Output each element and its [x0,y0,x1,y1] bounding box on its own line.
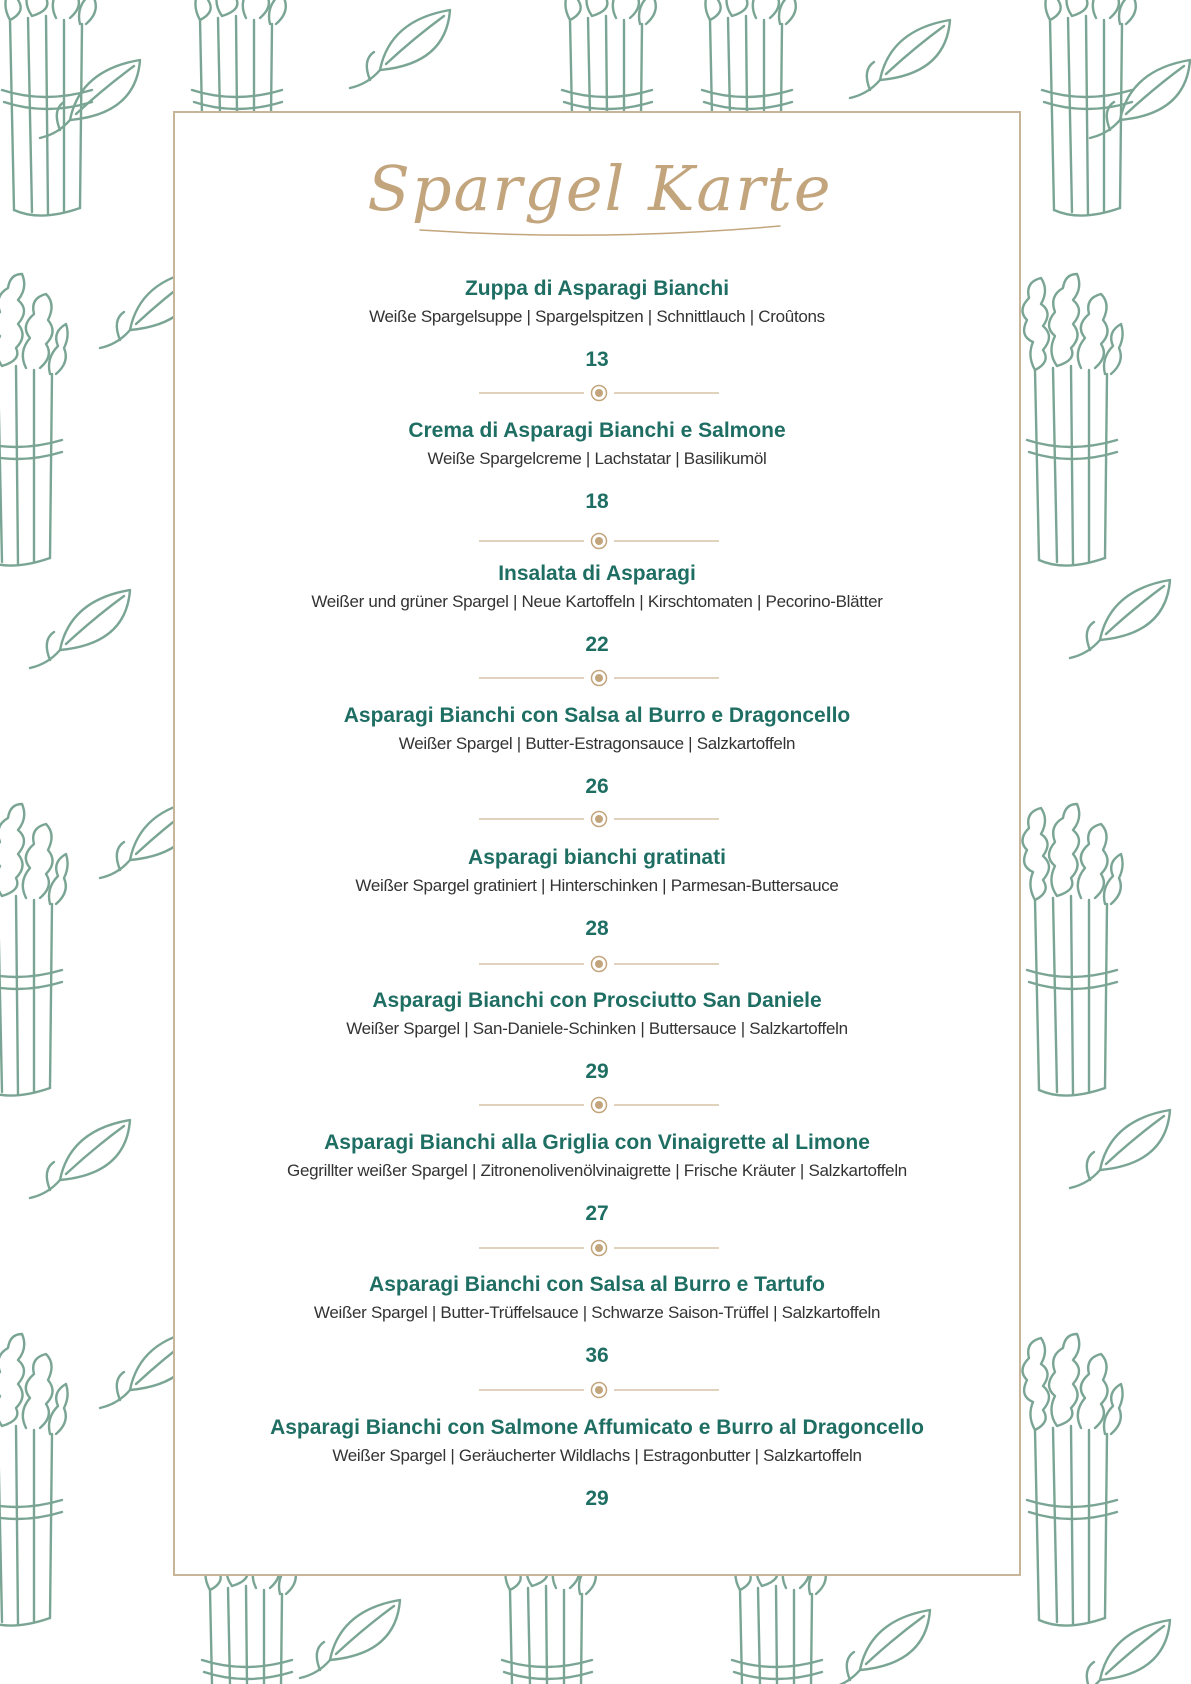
menu-title [0,130,1191,260]
ornament-divider [479,954,719,974]
menu-item-price: 29 [585,1487,609,1510]
menu-item-description: Gegrillter weißer Spargel | Zitronenolivenölvinaigrette | Frische Kräuter | Salzkartoffeln [287,1161,907,1180]
menu-item-price: 18 [585,490,609,513]
menu-item-description: Weißer und grüner Spargel | Neue Kartoffeln | Kirschtomaten | Pecorino-Blätter [311,592,883,611]
ornament-divider [479,531,719,551]
menu-item-price: 36 [585,1344,609,1367]
ornament-divider [479,383,719,403]
menu-item-price: 22 [585,633,609,656]
menu-item-name: Asparagi Bianchi con Prosciutto San Daniele [372,989,822,1012]
menu-item-price: 28 [585,917,609,940]
menu-item-price: 13 [585,348,609,371]
menu-item-price: 26 [585,775,609,798]
ornament-divider [479,1095,719,1115]
menu-item-description: Weißer Spargel | Butter-Estragonsauce | Salzkartoffeln [398,734,796,753]
ornament-divider [479,1238,719,1258]
ornament-divider [479,809,719,829]
menu-item-name: Crema di Asparagi Bianchi e Salmone [408,419,786,442]
menu-item-description: Weiße Spargelcreme | Lachstatar | Basilikumöl [427,449,767,468]
ornament-divider [479,1380,719,1400]
menu-item-description: Weißer Spargel | San-Daniele-Schinken | Buttersauce | Salzkartoffeln [346,1019,848,1038]
menu-item-name: Asparagi Bianchi con Salsa al Burro e Dragoncello [343,704,851,727]
menu-item-price: 29 [585,1060,609,1083]
menu-item-name: Asparagi bianchi gratinati [468,846,726,869]
ornament-divider [479,668,719,688]
menu-title-text: Spargel Karte [367,152,833,225]
menu-item-description: Weiße Spargelsuppe | Spargelspitzen | Schnittlauch | Croûtons [369,307,825,326]
menu-item-price: 27 [585,1202,609,1225]
menu-item-name: Asparagi Bianchi alla Griglia con Vinaigrette al Limone [324,1131,870,1154]
menu-item-name: Zuppa di Asparagi Bianchi [464,277,730,300]
menu-item-description: Weißer Spargel | Butter-Trüffelsauce | Schwarze Saison-Trüffel | Salzkartoffeln [313,1303,881,1322]
menu-item-name: Asparagi Bianchi con Salmone Affumicato e Burro al Dragoncello [270,1416,924,1439]
menu-item-description: Weißer Spargel | Geräucherter Wildlachs | Estragonbutter | Salzkartoffeln [332,1446,862,1465]
menu-item-name: Insalata di Asparagi [498,562,696,585]
menu-item-description: Weißer Spargel gratiniert | Hinterschinken | Parmesan-Buttersauce [355,876,839,895]
menu-item-name: Asparagi Bianchi con Salsa al Burro e Tartufo [369,1273,825,1296]
